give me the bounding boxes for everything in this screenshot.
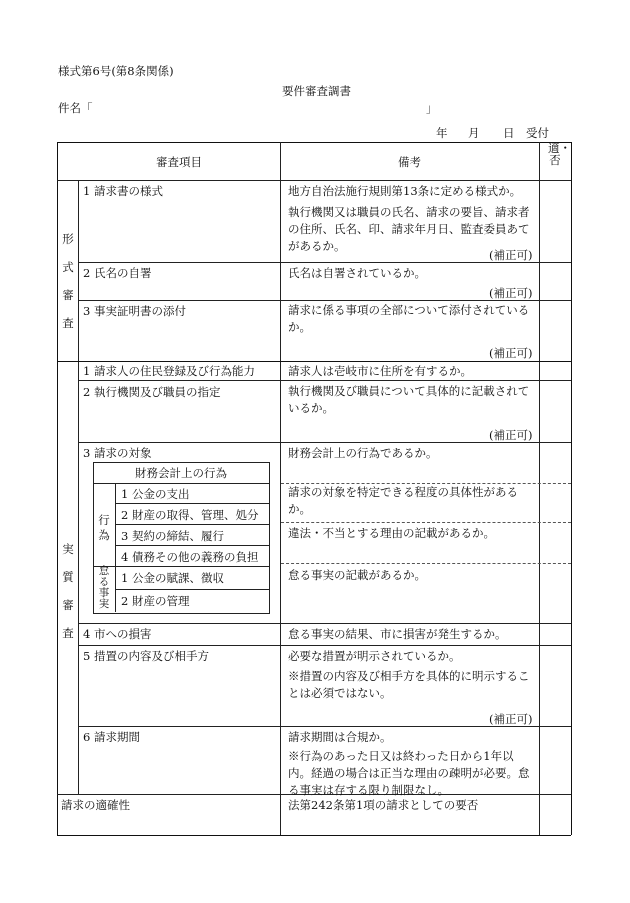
sub-note-5: (補正可) [489, 712, 533, 726]
formal-note-3: (補正可) [489, 346, 533, 360]
act-label: 行為 [98, 513, 110, 542]
sub-item-6: 6 請求期間 [83, 730, 140, 744]
act-1: 1 公金の支出 [121, 487, 190, 501]
case-name-close: 」 [426, 101, 438, 115]
sub-note-2: (補正可) [489, 428, 533, 442]
header-result-text: 適・否 [548, 141, 571, 167]
date-day: 日 [503, 126, 515, 140]
neglect-2: 2 財産の管理 [121, 594, 190, 608]
neglect-1: 1 公金の賦課、徴収 [121, 571, 224, 585]
sub-item-1: 1 請求人の住民登録及び行為能力 [83, 364, 255, 378]
date-received: 受付 [526, 126, 549, 140]
date-year: 年 [436, 126, 448, 140]
formal-note-2: (補正可) [489, 286, 533, 300]
sub-remark-5b: ※措置の内容及び相手方を具体的に明示することは必須ではない。 [288, 669, 530, 700]
sub-item-5: 5 措置の内容及び相手方 [83, 649, 209, 663]
sub-remark-5a: 必要な措置が明示されているか。 [288, 649, 461, 663]
sub-remark-4: 怠る事実の結果、市に損害が発生するか。 [288, 627, 507, 641]
sub-remark-3a: 財務会計上の行為であるか。 [288, 446, 438, 460]
sub-remark-2: 執行機関及び職員について具体的に記載されているか。 [288, 384, 530, 415]
act-3: 3 契約の締結、履行 [121, 529, 224, 543]
form-number: 様式第6号(第8条関係) [58, 64, 174, 78]
final-remark: 法第242条第1項の請求としての要否 [288, 798, 479, 812]
sub-remark-3b: 請求の対象を特定できる程度の具体性があるか。 [288, 485, 518, 516]
header-remarks: 備考 [398, 155, 421, 169]
formal-remark-3: 請求に係る事項の全部について添付されているか。 [288, 303, 530, 334]
sub-remark-6b: ※行為のあった日又は終わった日から1年以内。経過の場合は正当な理由の疎明が必要。怠る事実は存する限り制限なし。 [288, 749, 530, 797]
sub-item-2: 2 執行機関及び職員の指定 [83, 385, 221, 399]
sub-remark-6a: 請求期間は合規か。 [288, 730, 392, 744]
act-2: 2 財産の取得、管理、処分 [121, 508, 259, 522]
sub-item-3: 3 請求の対象 [83, 446, 152, 460]
sub-remark-1: 請求人は壱岐市に住所を有するか。 [288, 364, 472, 378]
formal-item-2: 2 氏名の自署 [83, 266, 152, 280]
formal-remark-1a: 地方自治法施行規則第13条に定める様式か。 [288, 184, 522, 198]
sub-remark-3d: 怠る事実の記載があるか。 [288, 568, 426, 582]
formal-item-1: 1 請求書の様式 [83, 184, 163, 198]
formal-note-1: (補正可) [489, 248, 533, 262]
inner-title: 財務会計上の行為 [135, 466, 227, 480]
sub-item-4: 4 市への損害 [83, 627, 152, 641]
formal-group-label: 形式審査 [62, 232, 74, 330]
formal-item-3: 3 事実証明書の添付 [83, 304, 186, 318]
sub-remark-3c: 違法・不当とする理由の記載があるか。 [288, 526, 495, 540]
formal-remark-2: 氏名は自署されているか。 [288, 266, 426, 280]
formal-remark-1b: 執行機関又は職員の氏名、請求の要旨、請求者の住所、氏名、印、請求年月日、監査委員あてがあるか。 [288, 205, 530, 253]
final-item: 請求の適確性 [61, 798, 130, 812]
header-result [548, 141, 571, 167]
header-item: 審査項目 [156, 155, 202, 169]
substantive-group-label: 実質審査 [62, 542, 74, 640]
neglect-label: 怠る事実 [98, 565, 110, 610]
document-title: 要件審査調書 [282, 84, 351, 98]
act-4: 4 債務その他の義務の負担 [121, 550, 259, 564]
date-month: 月 [468, 126, 480, 140]
case-name-label: 件名「 [58, 101, 93, 115]
